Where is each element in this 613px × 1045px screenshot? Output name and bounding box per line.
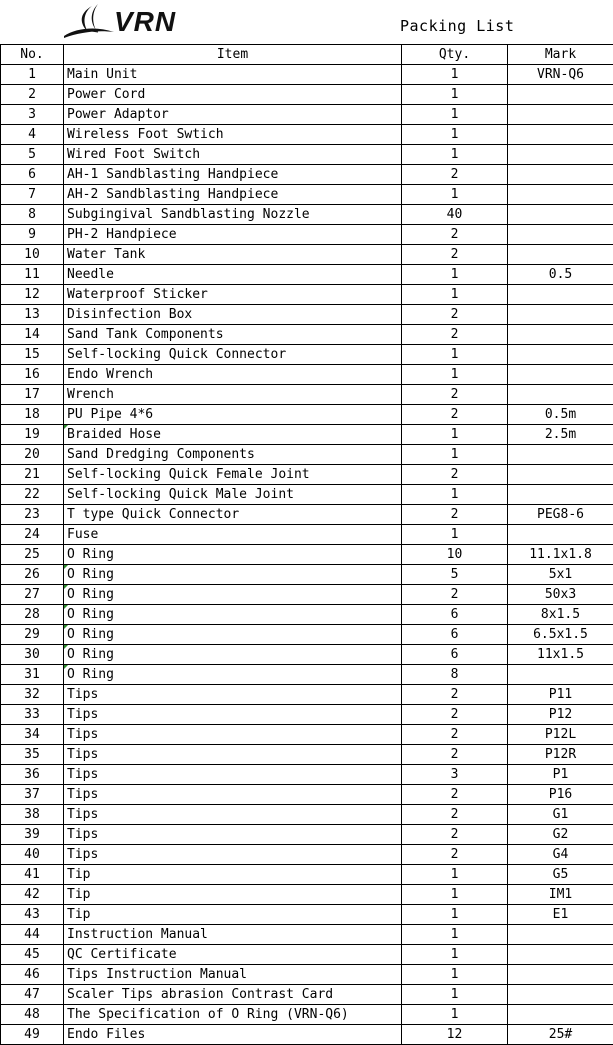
- table-row: [1, 765, 613, 785]
- cell-qty: 2: [402, 305, 508, 325]
- column-header-mark: Mark: [508, 45, 613, 65]
- table-row: [1, 105, 613, 125]
- cell-qty: 12: [402, 1025, 508, 1045]
- cell-item: O Ring: [64, 545, 402, 565]
- cell-item: Wireless Foot Swtich: [64, 125, 402, 145]
- cell-item: Waterproof Sticker: [64, 285, 402, 305]
- table-row: [1, 65, 613, 85]
- cell-no: 9: [1, 225, 64, 245]
- cell-no: 29: [1, 625, 64, 645]
- cell-mark: 8x1.5: [508, 605, 613, 625]
- table-row: [1, 265, 613, 285]
- table-row: [1, 485, 613, 505]
- cell-no: 33: [1, 705, 64, 725]
- cell-mark: VRN-Q6: [508, 65, 613, 85]
- cell-mark: [508, 285, 613, 305]
- table-row: [1, 945, 613, 965]
- cell-mark: G2: [508, 825, 613, 845]
- cell-mark: 2.5m: [508, 425, 613, 445]
- cell-no: 38: [1, 805, 64, 825]
- cell-qty: 8: [402, 665, 508, 685]
- cell-qty: 1: [402, 1005, 508, 1025]
- cell-mark: [508, 145, 613, 165]
- cell-qty: 10: [402, 545, 508, 565]
- table-row: [1, 185, 613, 205]
- cell-no: 26: [1, 565, 64, 585]
- table-row: [1, 705, 613, 725]
- cell-no: 41: [1, 865, 64, 885]
- cell-mark: 5x1: [508, 565, 613, 585]
- table-row: [1, 805, 613, 825]
- cell-no: 37: [1, 785, 64, 805]
- cell-no: 48: [1, 1005, 64, 1025]
- cell-qty: 1: [402, 285, 508, 305]
- cell-item: Self-locking Quick Female Joint: [64, 465, 402, 485]
- cell-no: 10: [1, 245, 64, 265]
- table-row: [1, 605, 613, 625]
- cell-qty: 1: [402, 445, 508, 465]
- cell-item: Tips: [64, 705, 402, 725]
- column-header-item: Item: [64, 45, 402, 65]
- cell-mark: [508, 205, 613, 225]
- table-row: [1, 865, 613, 885]
- cell-mark: [508, 225, 613, 245]
- cell-mark: [508, 305, 613, 325]
- cell-no: 6: [1, 165, 64, 185]
- cell-mark: [508, 945, 613, 965]
- cell-no: 31: [1, 665, 64, 685]
- cell-qty: 2: [402, 465, 508, 485]
- table-row: [1, 845, 613, 865]
- cell-no: 16: [1, 365, 64, 385]
- brand-logo: [62, 2, 202, 40]
- cell-item: AH-1 Sandblasting Handpiece: [64, 165, 402, 185]
- cell-item: Endo Files: [64, 1025, 402, 1045]
- cell-mark: IM1: [508, 885, 613, 905]
- document-header: [0, 0, 613, 44]
- table-row: [1, 225, 613, 245]
- cell-qty: 6: [402, 605, 508, 625]
- cell-no: 21: [1, 465, 64, 485]
- table-row: [1, 745, 613, 765]
- cell-item: PU Pipe 4*6: [64, 405, 402, 425]
- cell-qty: 6: [402, 645, 508, 665]
- cell-qty: 1: [402, 365, 508, 385]
- table-row: [1, 325, 613, 345]
- cell-item: Tips: [64, 845, 402, 865]
- cell-mark: [508, 85, 613, 105]
- table-row: [1, 125, 613, 145]
- cell-mark: [508, 445, 613, 465]
- table-row: [1, 885, 613, 905]
- page-title: Packing List: [400, 17, 514, 35]
- table-row: [1, 905, 613, 925]
- cell-mark: 6.5x1.5: [508, 625, 613, 645]
- cell-no: 39: [1, 825, 64, 845]
- table-row: [1, 285, 613, 305]
- cell-qty: 2: [402, 805, 508, 825]
- cell-qty: 2: [402, 705, 508, 725]
- cell-mark: [508, 185, 613, 205]
- cell-item: Tip: [64, 885, 402, 905]
- cell-qty: 1: [402, 425, 508, 445]
- table-row: [1, 585, 613, 605]
- cell-item: Tips: [64, 805, 402, 825]
- table-row: [1, 685, 613, 705]
- cell-no: 3: [1, 105, 64, 125]
- cell-item: Scaler Tips abrasion Contrast Card: [64, 985, 402, 1005]
- cell-qty: 2: [402, 785, 508, 805]
- cell-qty: 1: [402, 905, 508, 925]
- table-row: [1, 645, 613, 665]
- cell-item: Tips: [64, 825, 402, 845]
- table-row: [1, 505, 613, 525]
- cell-item: Needle: [64, 265, 402, 285]
- cell-qty: 1: [402, 185, 508, 205]
- cell-no: 17: [1, 385, 64, 405]
- cell-no: 40: [1, 845, 64, 865]
- cell-no: 14: [1, 325, 64, 345]
- cell-no: 2: [1, 85, 64, 105]
- cell-qty: 1: [402, 125, 508, 145]
- cell-item: Sand Dredging Components: [64, 445, 402, 465]
- cell-no: 4: [1, 125, 64, 145]
- cell-item: Braided Hose: [64, 425, 402, 445]
- table-row: [1, 725, 613, 745]
- table-row: [1, 625, 613, 645]
- table-row: [1, 965, 613, 985]
- cell-qty: 2: [402, 685, 508, 705]
- cell-qty: 1: [402, 985, 508, 1005]
- cell-qty: 2: [402, 405, 508, 425]
- table-row: [1, 245, 613, 265]
- swoosh-logo-icon: [62, 2, 116, 40]
- cell-mark: 11x1.5: [508, 645, 613, 665]
- cell-no: 15: [1, 345, 64, 365]
- table-body: [1, 65, 613, 1045]
- cell-mark: 0.5m: [508, 405, 613, 425]
- cell-qty: 6: [402, 625, 508, 645]
- cell-qty: 1: [402, 85, 508, 105]
- cell-mark: G5: [508, 865, 613, 885]
- cell-qty: 2: [402, 825, 508, 845]
- cell-qty: 40: [402, 205, 508, 225]
- cell-item: Self-locking Quick Male Joint: [64, 485, 402, 505]
- table-row: [1, 385, 613, 405]
- cell-qty: 1: [402, 65, 508, 85]
- cell-mark: P12R: [508, 745, 613, 765]
- cell-qty: 3: [402, 765, 508, 785]
- cell-mark: P12: [508, 705, 613, 725]
- table-row: [1, 365, 613, 385]
- cell-no: 45: [1, 945, 64, 965]
- table-row: [1, 165, 613, 185]
- cell-item: Power Adaptor: [64, 105, 402, 125]
- cell-no: 35: [1, 745, 64, 765]
- cell-qty: 2: [402, 725, 508, 745]
- table-row: [1, 465, 613, 485]
- cell-qty: 2: [402, 585, 508, 605]
- cell-mark: P12L: [508, 725, 613, 745]
- cell-item: Instruction Manual: [64, 925, 402, 945]
- table-row: [1, 145, 613, 165]
- cell-no: 42: [1, 885, 64, 905]
- table-header-row: [1, 45, 613, 65]
- cell-item: QC Certificate: [64, 945, 402, 965]
- cell-item: PH-2 Handpiece: [64, 225, 402, 245]
- cell-qty: 1: [402, 105, 508, 125]
- cell-no: 30: [1, 645, 64, 665]
- cell-mark: [508, 665, 613, 685]
- cell-item: O Ring: [64, 585, 402, 605]
- cell-no: 20: [1, 445, 64, 465]
- table-row: [1, 305, 613, 325]
- column-header-qty: Qty.: [402, 45, 508, 65]
- cell-qty: 1: [402, 485, 508, 505]
- cell-item: Tips Instruction Manual: [64, 965, 402, 985]
- cell-mark: [508, 385, 613, 405]
- cell-mark: PEG8-6: [508, 505, 613, 525]
- cell-item: O Ring: [64, 665, 402, 685]
- cell-mark: [508, 485, 613, 505]
- cell-item: Sand Tank Components: [64, 325, 402, 345]
- cell-no: 23: [1, 505, 64, 525]
- cell-qty: 1: [402, 145, 508, 165]
- cell-item: Tips: [64, 765, 402, 785]
- cell-qty: 2: [402, 245, 508, 265]
- cell-mark: G4: [508, 845, 613, 865]
- cell-no: 49: [1, 1025, 64, 1045]
- cell-no: 11: [1, 265, 64, 285]
- cell-item: Self-locking Quick Connector: [64, 345, 402, 365]
- table-row: [1, 925, 613, 945]
- cell-mark: 25#: [508, 1025, 613, 1045]
- cell-no: 28: [1, 605, 64, 625]
- cell-mark: G1: [508, 805, 613, 825]
- cell-no: 27: [1, 585, 64, 605]
- cell-qty: 2: [402, 505, 508, 525]
- cell-mark: 0.5: [508, 265, 613, 285]
- cell-mark: [508, 465, 613, 485]
- cell-no: 47: [1, 985, 64, 1005]
- cell-mark: [508, 925, 613, 945]
- cell-qty: 1: [402, 885, 508, 905]
- cell-qty: 2: [402, 325, 508, 345]
- cell-no: 24: [1, 525, 64, 545]
- cell-no: 43: [1, 905, 64, 925]
- table-row: [1, 985, 613, 1005]
- cell-mark: [508, 125, 613, 145]
- cell-qty: 5: [402, 565, 508, 585]
- logo-text: VRN: [114, 6, 176, 38]
- cell-item: Tip: [64, 865, 402, 885]
- cell-mark: [508, 105, 613, 125]
- cell-no: 22: [1, 485, 64, 505]
- cell-mark: [508, 1005, 613, 1025]
- cell-item: Main Unit: [64, 65, 402, 85]
- cell-mark: P11: [508, 685, 613, 705]
- cell-mark: 11.1x1.8: [508, 545, 613, 565]
- table-row: [1, 545, 613, 565]
- cell-no: 12: [1, 285, 64, 305]
- cell-qty: 1: [402, 865, 508, 885]
- cell-mark: P1: [508, 765, 613, 785]
- cell-qty: 1: [402, 945, 508, 965]
- cell-mark: [508, 985, 613, 1005]
- cell-mark: [508, 345, 613, 365]
- cell-item: Power Cord: [64, 85, 402, 105]
- cell-mark: P16: [508, 785, 613, 805]
- cell-no: 8: [1, 205, 64, 225]
- cell-mark: [508, 365, 613, 385]
- table-row: [1, 565, 613, 585]
- cell-item: T type Quick Connector: [64, 505, 402, 525]
- cell-no: 13: [1, 305, 64, 325]
- table-row: [1, 85, 613, 105]
- cell-item: Tips: [64, 745, 402, 765]
- cell-no: 25: [1, 545, 64, 565]
- table-row: [1, 405, 613, 425]
- cell-no: 19: [1, 425, 64, 445]
- cell-no: 5: [1, 145, 64, 165]
- cell-item: O Ring: [64, 565, 402, 585]
- cell-item: Tips: [64, 685, 402, 705]
- cell-item: Disinfection Box: [64, 305, 402, 325]
- table-row: [1, 345, 613, 365]
- cell-item: Wired Foot Switch: [64, 145, 402, 165]
- cell-qty: 2: [402, 845, 508, 865]
- cell-no: 34: [1, 725, 64, 745]
- table-row: [1, 205, 613, 225]
- cell-mark: [508, 965, 613, 985]
- table-row: [1, 1005, 613, 1025]
- table-row: [1, 425, 613, 445]
- table-row: [1, 1025, 613, 1045]
- cell-item: Tips: [64, 725, 402, 745]
- cell-item: Wrench: [64, 385, 402, 405]
- cell-mark: [508, 525, 613, 545]
- table-row: [1, 825, 613, 845]
- cell-item: The Specification of O Ring (VRN-Q6): [64, 1005, 402, 1025]
- column-header-no: No.: [1, 45, 64, 65]
- cell-mark: [508, 165, 613, 185]
- cell-qty: 2: [402, 745, 508, 765]
- cell-item: Endo Wrench: [64, 365, 402, 385]
- cell-item: Tip: [64, 905, 402, 925]
- cell-no: 46: [1, 965, 64, 985]
- table-row: [1, 445, 613, 465]
- cell-no: 44: [1, 925, 64, 945]
- cell-qty: 1: [402, 265, 508, 285]
- cell-item: Water Tank: [64, 245, 402, 265]
- cell-mark: [508, 245, 613, 265]
- cell-no: 7: [1, 185, 64, 205]
- cell-item: Fuse: [64, 525, 402, 545]
- cell-item: Tips: [64, 785, 402, 805]
- cell-qty: 1: [402, 965, 508, 985]
- cell-no: 1: [1, 65, 64, 85]
- cell-qty: 1: [402, 925, 508, 945]
- table-row: [1, 785, 613, 805]
- cell-item: O Ring: [64, 645, 402, 665]
- cell-no: 18: [1, 405, 64, 425]
- cell-qty: 2: [402, 385, 508, 405]
- cell-qty: 1: [402, 345, 508, 365]
- cell-item: O Ring: [64, 605, 402, 625]
- cell-mark: 50x3: [508, 585, 613, 605]
- cell-item: O Ring: [64, 625, 402, 645]
- cell-qty: 2: [402, 165, 508, 185]
- cell-item: AH-2 Sandblasting Handpiece: [64, 185, 402, 205]
- cell-mark: E1: [508, 905, 613, 925]
- table-row: [1, 665, 613, 685]
- table-row: [1, 525, 613, 545]
- cell-no: 32: [1, 685, 64, 705]
- cell-no: 36: [1, 765, 64, 785]
- packing-list-table: [0, 44, 613, 1045]
- cell-mark: [508, 325, 613, 345]
- cell-qty: 1: [402, 525, 508, 545]
- cell-qty: 2: [402, 225, 508, 245]
- cell-item: Subgingival Sandblasting Nozzle: [64, 205, 402, 225]
